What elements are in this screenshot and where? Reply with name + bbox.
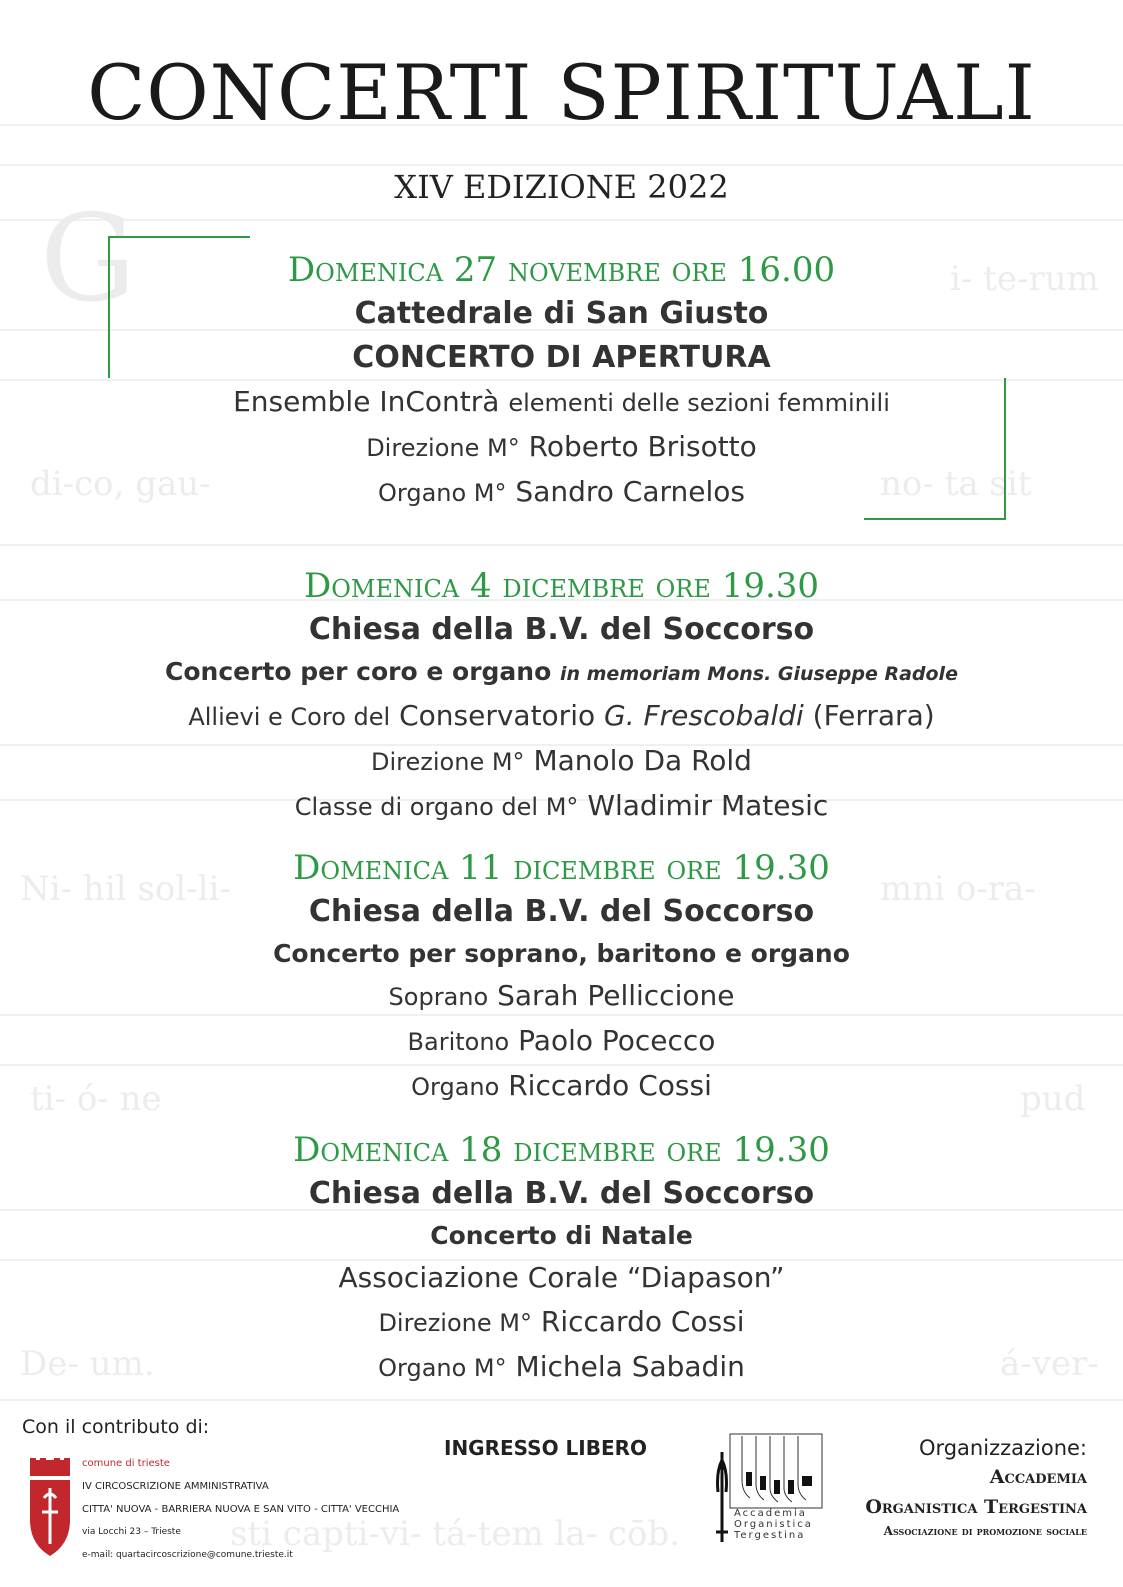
event-baritone (0, 1019, 1123, 1064)
organist-role: Organo (411, 1073, 500, 1101)
svg-text:di-co, gau-: di-co, gau- (30, 464, 211, 504)
director-name: Manolo Da Rold (533, 744, 752, 777)
event-18-dicembre (0, 1128, 1123, 1390)
organizer-label: Organizzazione: (918, 1436, 1087, 1460)
event-performer (0, 380, 1123, 425)
director-role: Direzione M° (366, 434, 520, 462)
organ-class-role: Classe di organo del M° (294, 793, 579, 821)
event-director (0, 425, 1123, 470)
event-concert-title: CONCERTO DI APERTURA (352, 340, 771, 375)
baritone-name: Paolo Pocecco (518, 1024, 716, 1057)
performer-name: Ensemble InContrà (233, 385, 500, 418)
event-concert-title: Concerto per soprano, baritono e organo (273, 939, 850, 968)
municipality-address: via Locchi 23 – Trieste (82, 1527, 181, 1537)
event-performer (0, 694, 1123, 739)
municipality-line2: CITTA' NUOVA - BARRIERA NUOVA E SAN VITO - CITTA' VECCHIA (82, 1504, 400, 1515)
performer-italic: G. Frescobaldi (604, 699, 804, 732)
director-name: Riccardo Cossi (540, 1305, 745, 1338)
event-27-novembre (0, 248, 1123, 515)
event-performer (0, 1256, 1123, 1300)
organizer-subtitle: Associazione di promozione sociale (883, 1524, 1087, 1538)
event-date: Domenica 27 novembre ore 16.00 (287, 250, 836, 290)
event-venue: Chiesa della B.V. del Soccorso (308, 612, 815, 647)
svg-text:sti capti-vi- tá-tem la- c: sti capti-vi- tá-tem la- cōb. (230, 1514, 681, 1554)
director-role: Direzione M° (371, 748, 525, 776)
municipality-email: e-mail: quartacircoscrizione@comune.trieste.it (82, 1550, 293, 1560)
performer-name: Conservatorio (399, 699, 596, 732)
event-concert-title (0, 652, 1123, 694)
svg-text:G: G (40, 190, 136, 329)
logo-text-line: Organistica (734, 1519, 813, 1530)
event-venue: Cattedrale di San Giusto (354, 296, 769, 331)
event-organ-class (0, 784, 1123, 829)
organizer-name-line2: Organistica Tergestina (865, 1496, 1087, 1518)
svg-text:ti- ó- ne: ti- ó- ne (30, 1079, 162, 1119)
performer-detail: elementi delle sezioni femminili (508, 389, 890, 417)
free-entry-label: INGRESSO LIBERO (444, 1436, 648, 1460)
svg-text:Ni- hil sol-li-: Ni- hil sol-li- (20, 869, 231, 909)
event-organist (0, 1345, 1123, 1390)
baritone-role: Baritono (407, 1028, 510, 1056)
organist-name: Riccardo Cossi (508, 1069, 712, 1102)
municipality-info (82, 1452, 399, 1567)
svg-text:mni o-ra-: mni o-ra- (880, 869, 1036, 909)
director-name: Roberto Brisotto (528, 430, 757, 463)
event-11-dicembre (0, 846, 1123, 1109)
organ-class-name: Wladimir Matesic (587, 789, 829, 822)
concert-name: Concerto per coro e organo (165, 657, 552, 686)
municipality-name: comune di trieste (82, 1458, 170, 1469)
poster-title: CONCERTI SPIRITUALI (87, 48, 1036, 137)
event-soprano (0, 974, 1123, 1019)
svg-text:no- ta sit: no- ta sit (880, 464, 1032, 504)
edition-subtitle: XIV EDIZIONE 2022 (394, 168, 729, 206)
event-concert-title: Concerto di Natale (430, 1221, 693, 1250)
performer-prefix: Allievi e Coro del (188, 703, 391, 731)
organ-pipes-logo-icon (708, 1432, 828, 1544)
logo-text-line: Tergestina (734, 1530, 806, 1541)
municipality-line1: IV CIRCOSCRIZIONE AMMINISTRATIVA (82, 1481, 269, 1492)
event-organist (0, 470, 1123, 515)
organizer-name-line1: Accademia (989, 1466, 1087, 1488)
event-date: Domenica 4 dicembre ore 19.30 (303, 566, 820, 606)
svg-text:pud: pud (1020, 1079, 1086, 1119)
organist-name: Sandro Carnelos (515, 475, 745, 508)
contribution-label: Con il contributo di: (22, 1416, 210, 1438)
event-organist (0, 1064, 1123, 1109)
trieste-crest-icon (26, 1458, 74, 1558)
event-venue: Chiesa della B.V. del Soccorso (308, 1176, 815, 1211)
soprano-name: Sarah Pelliccione (497, 979, 735, 1012)
svg-text:i- te-rum: i- te-rum (950, 259, 1099, 299)
concert-memo: in memoriam Mons. Giuseppe Radole (559, 663, 958, 685)
director-role: Direzione M° (378, 1309, 532, 1337)
logo-text-line: Accademia (734, 1508, 807, 1519)
soprano-role: Soprano (388, 983, 489, 1011)
event-venue: Chiesa della B.V. del Soccorso (308, 894, 815, 929)
organist-role: Organo M° (378, 1354, 507, 1382)
svg-text:De- um.: De- um. (20, 1344, 155, 1384)
event-date: Domenica 11 dicembre ore 19.30 (293, 848, 830, 888)
performer-name: Associazione Corale “Diapason” (338, 1261, 785, 1294)
organist-name: Michela Sabadin (515, 1350, 745, 1383)
event-director (0, 1300, 1123, 1345)
performer-suffix: (Ferrara) (812, 699, 935, 732)
organist-role: Organo M° (378, 479, 507, 507)
event-4-dicembre (0, 564, 1123, 829)
event-date: Domenica 18 dicembre ore 19.30 (293, 1130, 830, 1170)
event-director (0, 739, 1123, 784)
svg-text:á-ver-: á-ver- (1000, 1344, 1099, 1384)
